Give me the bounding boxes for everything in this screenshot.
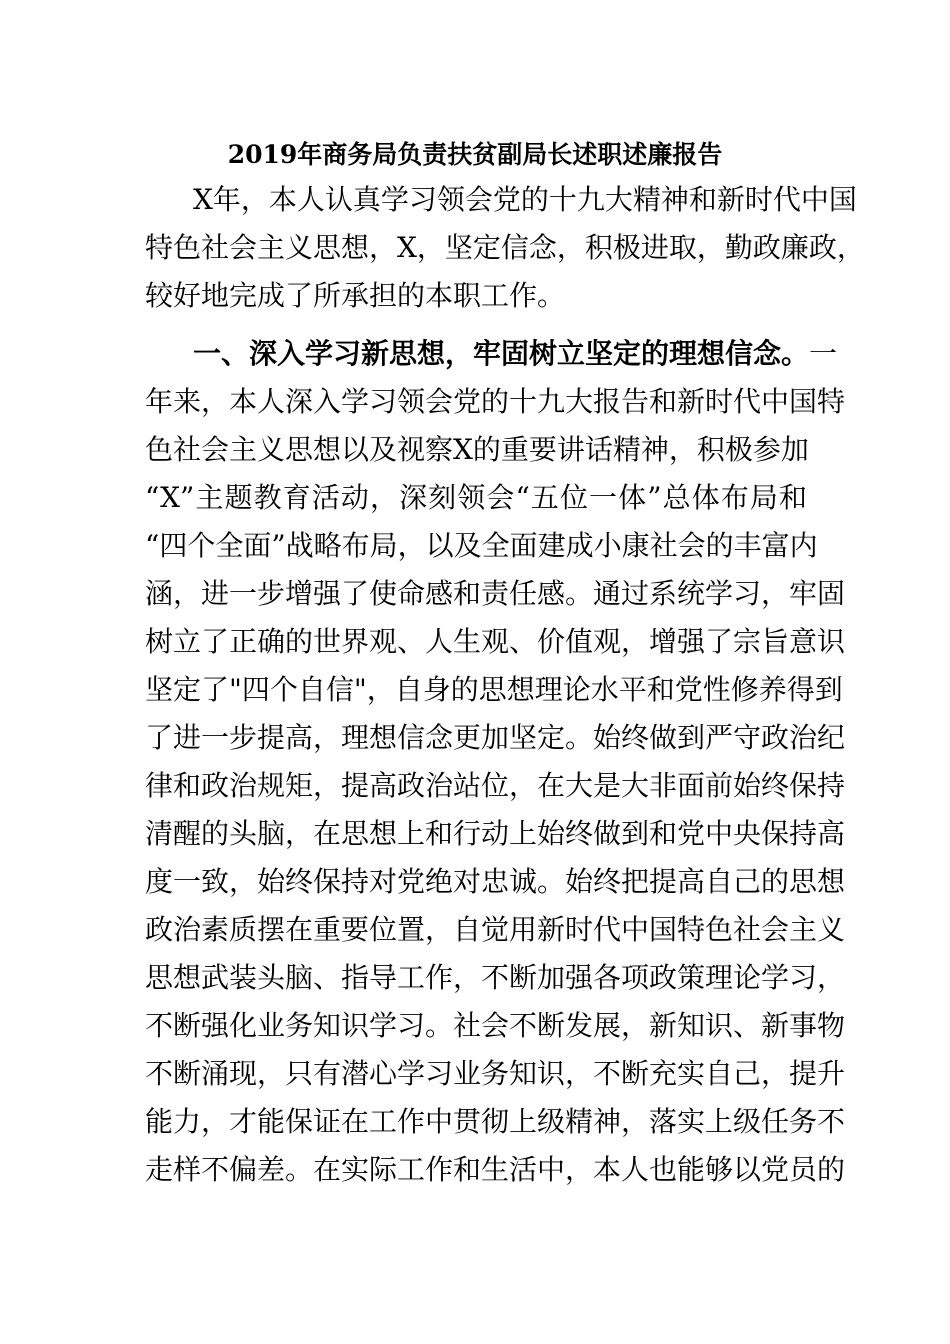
section1-line: 年来，本人深入学习领会党的十九大报告和新时代中国特 — [145, 385, 846, 418]
section1-line: 坚定了"四个自信"，自身的思想理论水平和党性修养得到 — [145, 673, 843, 706]
section1-line: 政治素质摆在重要位置，自觉用新时代中国特色社会主义 — [145, 913, 846, 946]
section1-line: 走样不偏差。在实际工作和生活中，本人也能够以党员的 — [145, 1153, 846, 1186]
section1-line: 色社会主义思想以及视察X的重要讲话精神，积极参加 — [145, 433, 809, 466]
section1-line: 清醒的头脑，在思想上和行动上始终做到和党中央保持高 — [145, 817, 846, 850]
section1-line: 思想武装头脑、指导工作，不断加强各项政策理论学习， — [145, 961, 846, 994]
document-title: 2019年商务局负责扶贫副局长述职述廉报告 — [227, 140, 723, 169]
section1-line: “X”主题教育活动，深刻领会“五位一体”总体布局和 — [145, 481, 807, 514]
section1-line: 了进一步提高，理想信念更加坚定。始终做到严守政治纪 — [145, 721, 846, 754]
section1-line: 能力，才能保证在工作中贯彻上级精神，落实上级任务不 — [145, 1105, 846, 1138]
section1-line: “四个全面”战略布局，以及全面建成小康社会的丰富内 — [145, 529, 818, 562]
intro-line-3: 较好地完成了所承担的本职工作。 — [145, 279, 566, 312]
section1-first-line — [193, 330, 838, 378]
intro-line-2: 特色社会主义思想，X，坚定信念，积极进取，勤政廉政， — [145, 231, 865, 264]
intro-line-1: X年，本人认真学习领会党的十九大精神和新时代中国 — [193, 183, 857, 216]
section1-line: 不断涌现，只有潜心学习业务知识，不断充实自己，提升 — [145, 1057, 846, 1090]
section1-line: 度一致，始终保持对党绝对忠诚。始终把提高自己的思想 — [145, 865, 846, 898]
section1-line: 树立了正确的世界观、人生观、价值观，增强了宗旨意识 — [145, 625, 846, 658]
section1-line: 不断强化业务知识学习。社会不断发展，新知识、新事物 — [145, 1009, 846, 1042]
section1-line: 涵，进一步增强了使命感和责任感。通过系统学习，牢固 — [145, 577, 846, 610]
section1-heading: 一、深入学习新思想，牢固树立坚定的理想信念。 — [193, 337, 810, 370]
section1-line: 律和政治规矩，提高政治站位，在大是大非面前始终保持 — [145, 769, 846, 802]
section1-heading-tail: 一 — [809, 337, 838, 370]
